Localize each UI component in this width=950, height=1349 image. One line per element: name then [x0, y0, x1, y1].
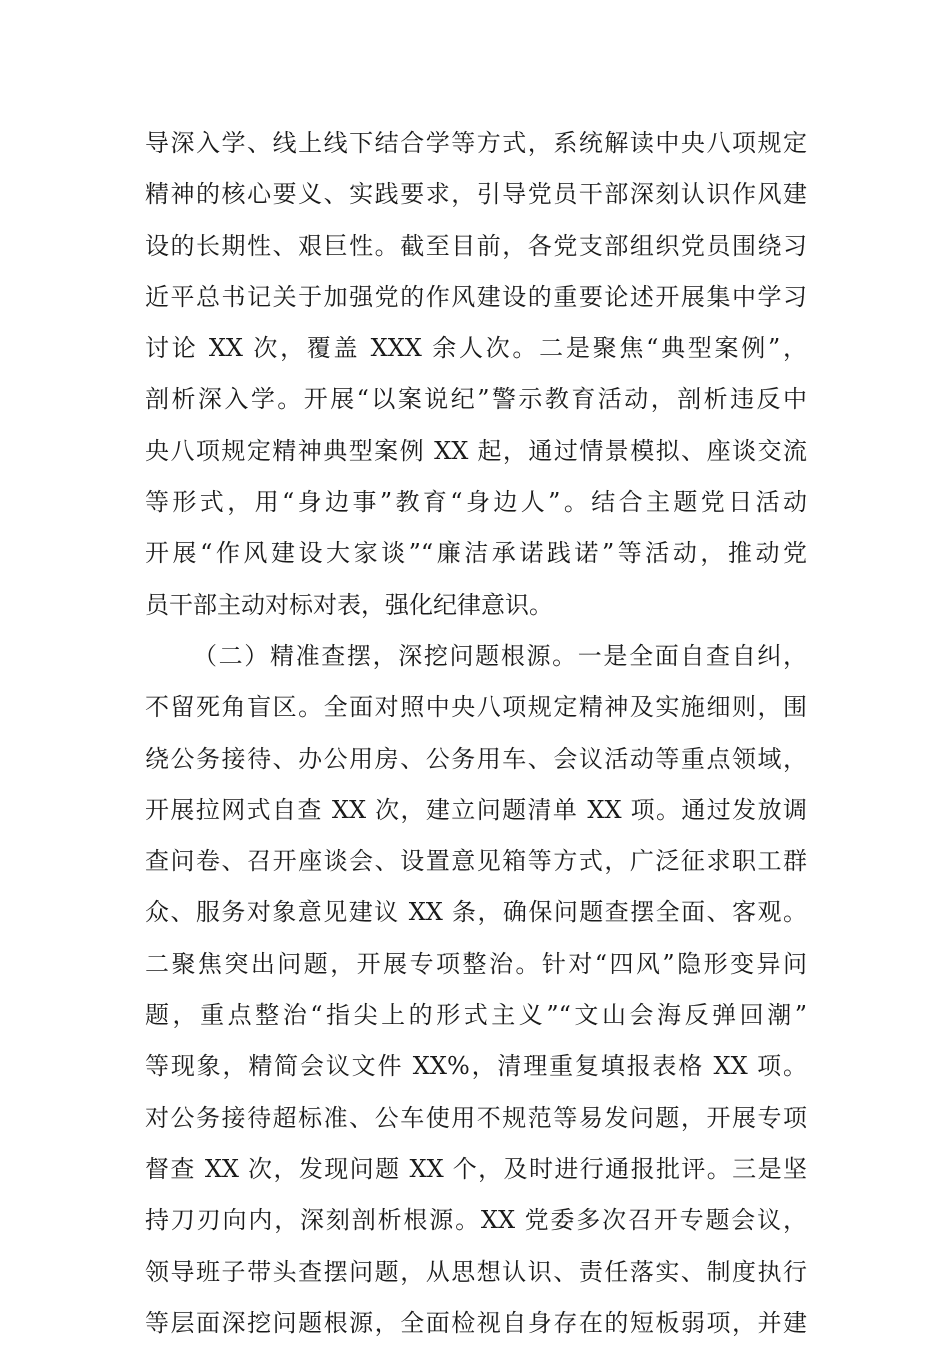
section-heading-line: （二）精准查摆，深挖问题根源。一是全面自查自纠，: [193, 641, 807, 670]
text-line: 不留死角盲区。全面对照中央八项规定精神及实施细则，围: [145, 693, 807, 722]
text-line: 领导班子带头查摆问题，从思想认识、责任落实、制度执行: [145, 1257, 807, 1286]
text-line: 等现象，精简会议文件 XX%，清理重复填报表格 XX 项。: [145, 1052, 807, 1081]
text-line: 督查 XX 次，发现问题 XX 个，及时进行通报批评。三是坚: [145, 1154, 807, 1183]
text-line: 等形式，用“身边事”教育“身边人”。结合主题党日活动: [145, 488, 807, 517]
text-line: 等层面深挖问题根源，全面检视自身存在的短板弱项，并建: [145, 1308, 807, 1337]
body-text: [145, 118, 807, 1349]
text-line: 查问卷、召开座谈会、设置意见箱等方式，广泛征求职工群: [145, 847, 807, 876]
text-line: 设的长期性、艰巨性。截至目前，各党支部组织党员围绕习: [145, 231, 807, 260]
text-line: 题，重点整治“指尖上的形式主义”“文山会海反弹回潮”: [145, 1001, 807, 1030]
text-line: 二聚焦突出问题，开展专项整治。针对“四风”隐形变异问: [145, 949, 807, 978]
text-line: 持刀刃向内，深刻剖析根源。XX 党委多次召开专题会议，: [145, 1206, 807, 1235]
text-line: 对公务接待超标准、公车使用不规范等易发问题，开展专项: [145, 1103, 807, 1132]
text-line: 讨论 XX 次，覆盖 XXX 余人次。二是聚焦“典型案例”，: [145, 334, 807, 363]
text-line: 导深入学、线上线下结合学等方式，系统解读中央八项规定: [145, 129, 807, 157]
text-line: 绕公务接待、办公用房、公务用车、会议活动等重点领域，: [145, 744, 807, 773]
text-line: 开展“作风建设大家谈”“廉洁承诺践诺”等活动，推动党: [145, 539, 807, 568]
text-line: 员干部主动对标对表，强化纪律意识。: [145, 590, 553, 619]
text-line: 近平总书记关于加强党的作风建设的重要论述开展集中学习: [145, 282, 807, 311]
text-line: 剖析深入学。开展“以案说纪”警示教育活动，剖析违反中: [145, 385, 807, 414]
text-line: 众、服务对象意见建议 XX 条，确保问题查摆全面、客观。: [145, 898, 807, 927]
text-line: 央八项规定精神典型案例 XX 起，通过情景模拟、座谈交流: [145, 436, 807, 465]
text-line: 精神的核心要义、实践要求，引导党员干部深刻认识作风建: [145, 180, 807, 209]
text-line: 开展拉网式自查 XX 次，建立问题清单 XX 项。通过发放调: [145, 795, 807, 824]
